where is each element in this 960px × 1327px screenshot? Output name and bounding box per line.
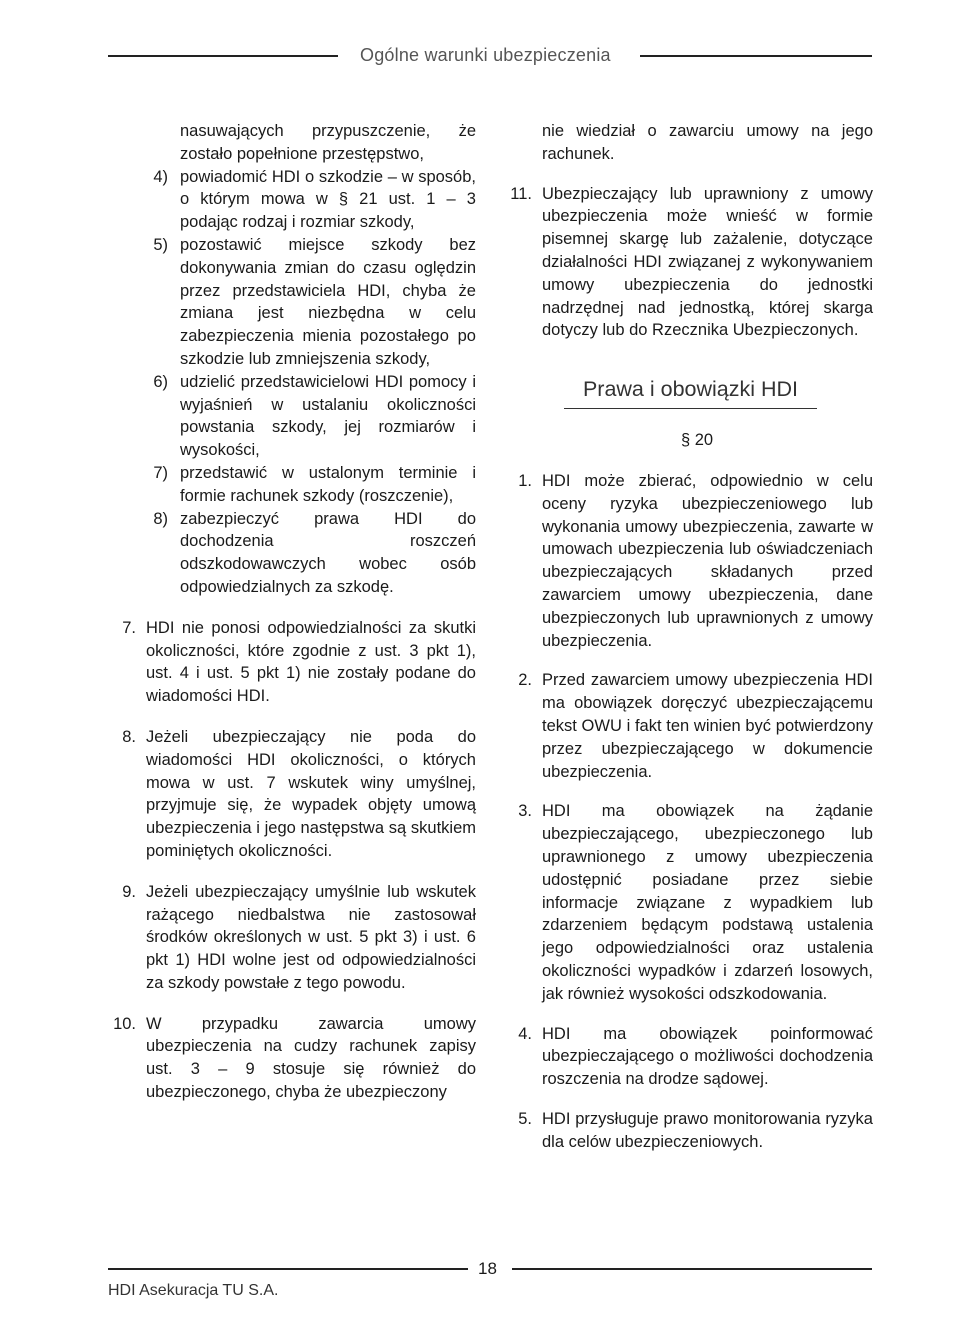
footer-rule-right [512,1268,872,1270]
sub-item-7 [108,462,476,508]
clause-text: Jeżeli ubezpieczający nie poda do wiadomości HDI okoliczności, o których mowa w ust. 7 wskutek winy umyślnej, przyjmuje się, że wypadek objęty umową ubezpieczenia i jego następstwa są skutkiem pominiętych okoliczności. [146,727,476,860]
header-title: Ogólne warunki ubezpieczenia [360,45,611,65]
clause-text: W przypadku zawarcia umowy ubezpieczenia na cudzy rachunek zapisy ust. 3 – 9 stosuje się również do ubezpieczonego, chyba że ubezpieczony [146,1014,476,1102]
clause-20-2 [505,669,873,783]
clause-text: Jeżeli ubezpieczający umyślnie lub wskutek rażącego niedbalstwa nie zastosował środków określonych w ust. 5 pkt 3) i ust. 6 pkt 1) HDI wolne jest od odpowiedzialności za szkody powstałe z tego powodu. [146,882,476,992]
sub-item-number: 7) [153,463,168,482]
footer-rule-left [108,1268,468,1270]
sub-item-number: 4) [153,167,168,186]
clause-number: 2. [518,671,532,690]
sub-item-6 [108,371,476,462]
clause-20-5 [505,1108,873,1154]
clause-7 [108,617,476,708]
clause-number: 1. [518,471,532,490]
right-column [505,120,873,1153]
footer-company: HDI Asekuracja TU S.A. [108,1282,279,1299]
sub-item-8 [108,508,476,599]
clause-text: HDI ma obowiązek na żądanie ubezpieczającego, ubezpieczonego lub uprawnionego z umowy ubezpieczenia udostępnić posiadane przez siebie informacje związane z wypadkiem lub zdarzeniem będącym podstawą ustalenia jego odpowiedzialności oraz ustalenia okoliczności wypadków i zdarzeń losowych, jak również wysokości odszkodowania. [542,802,873,1003]
sub-item-5 [108,234,476,371]
sub-item-text: zabezpieczyć prawa HDI do dochodzenia roszczeń odszkodowawczych wobec osób odpowiedzialnych za szkodę. [180,509,476,596]
clause-number: 3. [518,802,532,821]
left-column [108,120,476,1104]
sub-item-number: 5) [153,235,168,254]
right-continuation: nie wiedział o zawarciu umowy na jego rachunek. [542,122,873,163]
clause-text: Przed zawarciem umowy ubezpieczenia HDI ma obowiązek doręczyć ubezpieczającemu tekst OWU i fakt ten winien być potwierdzony przez ubezpieczającego w dokumencie ubezpieczenia. [542,671,873,781]
sub-item-4 [108,166,476,234]
clause-number: 8. [122,727,136,746]
clause-20-3 [505,800,873,1005]
clause-11 [505,183,873,343]
clause-number: 10. [113,1014,136,1033]
sub-item-text: pozostawić miejsce szkody bez dokonywania zmian do czasu oględzin przez przedstawiciela HDI, chyba że zmiana jest niezbędna w celu zabezpieczenia mienia pozostałego po szkodzie lub zmniejszenia szkody, [180,235,476,368]
clause-number: 7. [122,618,136,637]
header-rule-left [108,55,338,57]
sub-item-number: 8) [153,509,168,528]
clause-number: 11. [510,184,532,203]
clause-20-4 [505,1023,873,1091]
clause-10 [108,1013,476,1104]
clause-number: 9. [122,882,136,901]
clause-number: 4. [518,1024,532,1043]
sub-item-text: powiadomić HDI o szkodzie – w sposób, o którym mowa w § 21 ust. 1 – 3 podając rodzaj i rozmiar szkody, [180,167,476,232]
clause-text: HDI ma obowiązek poinformować ubezpieczającego o możliwości dochodzenia roszczenia na drodze sądowej. [542,1024,873,1089]
sub-item-text: udzielić przedstawicielowi HDI pomocy i wyjaśnień w ustalaniu okoliczności powstania szkody, jej rozmiarów i wysokości, [180,372,476,460]
paragraph-number: § 20 [680,431,714,450]
header-rule-right [640,55,872,57]
section-title: Prawa i obowiązki HDI [564,376,817,409]
clause-text: HDI nie ponosi odpowiedzialności za skutki okoliczności, które zgodnie z ust. 3 pkt 1), ust. 4 i ust. 5 pkt 1) nie zostały podane do wiadomości HDI. [146,618,476,706]
clause-20-1 [505,470,873,652]
clause-8 [108,726,476,863]
sub-item-number: 6) [153,372,168,391]
clause-text: HDI przysługuje prawo monitorowania ryzyka dla celów ubezpieczeniowych. [542,1109,873,1151]
left-continuation: nasuwających przypuszczenie, że zostało popełnione przestępstwo, [180,122,476,163]
clause-text: HDI może zbierać, odpowiednio w celu oceny ryzyka ubezpieczeniowego lub wykonania umowy ubezpieczenia, zawarte w umowach ubezpieczenia lub oświadczeniach ubezpieczających składanych przed zawarciem umowy ubezpieczenia, dane ubezpieczonych lub uprawnionych z umowy ubezpieczenia. [542,471,873,650]
clause-number: 5. [518,1109,532,1128]
page-number: 18 [478,1259,497,1278]
sub-item-text: przedstawić w ustalonym terminie i formie rachunek szkody (roszczenie), [180,463,476,505]
clause-9 [108,881,476,995]
clause-text: Ubezpieczający lub uprawniony z umowy ubezpieczenia może wnieść w formie pisemnej skargę lub zażalenie, dotyczące działalności HDI związanej z wykonywaniem umowy ubezpieczenia do jednostki nadrzędnej nad jednostką, której skarga dotyczy lub do Rzecznika Ubezpieczonych. [542,184,873,340]
